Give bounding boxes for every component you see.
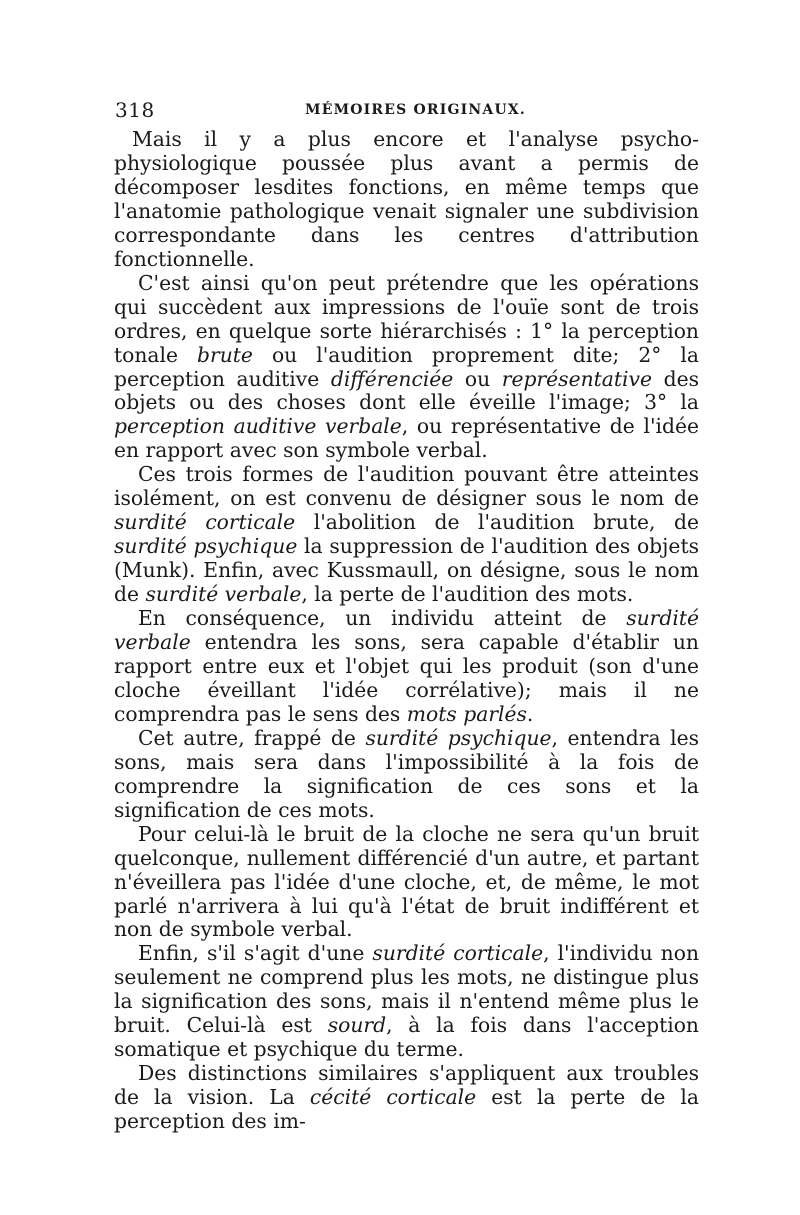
text-segment: ou l'audition proprement dite; 2° la perception auditive (114, 342, 700, 391)
italic-term-surdite-corticale: surdité corticale (372, 941, 544, 966)
paragraph-6 (114, 823, 699, 943)
text-segment: , à la fois dans l'acception somatique et psychique du terme. (114, 1013, 699, 1062)
paragraph-8 (114, 1062, 699, 1134)
text-segment: Mais il y a plus encore et l'analyse psycho-physiologique poussée plus avant a permis de décomposer lesdites fonctions, en même temps que l'anatomie pathologique venait signaler une subdivision correspondante dans les centres d'attribution fonctionnelle. (114, 127, 699, 271)
italic-term-representative: représentative (501, 366, 652, 391)
italic-term-brute: brute (197, 342, 253, 367)
text-segment: C'est ainsi qu'on peut prétendre que les opérations qui succèdent aux impressions de l'ouïe sont de trois ordres, en quelque sorte hiérarchisés : 1° la perception tonale (114, 270, 699, 367)
paragraph-7 (114, 942, 699, 1062)
text-segment: Pour celui-là le bruit de la cloche ne sera qu'un bruit quelconque, nullement différencié d'un autre, et partant n'éveillera pas l'idée d'une cloche, et, de même, le mot parlé n'arrivera à lui qu'à l'état de bruit indifférent et non de symbole verbal. (114, 821, 699, 942)
paragraph-2 (114, 272, 699, 464)
italic-term-perception-auditive-verbale: perception auditive verbale (114, 414, 402, 439)
italic-term-surdite-corticale: surdité corticale (114, 510, 296, 535)
paragraph-1 (114, 128, 699, 272)
running-head: MÉMOIRES ORIGINAUX. (305, 102, 526, 118)
text-segment: ou (453, 366, 502, 391)
text-segment: Cet autre, frappé de (138, 725, 366, 750)
italic-term-sourd: sourd (327, 1013, 387, 1038)
italic-term-differenciee: différenciée (330, 366, 454, 391)
paragraph-5 (114, 727, 699, 823)
text-segment: la suppression de l'audition des objets (Munk). Enfin, avec Kussmaull, on désigne, sous le nom de (114, 534, 699, 607)
text-segment: Enfin, s'il s'agit d'une (138, 941, 373, 966)
page-header (115, 98, 695, 124)
text-segment: est la perte de la perception des im- (114, 1085, 699, 1134)
paragraph-4 (114, 607, 699, 727)
text-segment: , l'individu non seulement ne comprend plus les mots, ne distingue plus la signification des sons, mais il n'entend même plus le bruit. Celui-là est (114, 941, 700, 1038)
text-segment: En conséquence, un individu atteint de (138, 606, 627, 631)
italic-term-surdite-psychique: surdité psychique (365, 725, 552, 750)
text-segment: des objets ou des choses dont elle éveille l'image; 3° la (114, 366, 699, 415)
text-segment: , entendra les sons, mais sera dans l'impossibilité à la fois de comprendre la signification de ces sons et la signification de ces mots. (114, 725, 699, 822)
italic-term-mots-parles: mots parlés (406, 701, 527, 726)
text-segment: , ou représentative de l'idée en rapport avec son symbole verbal. (114, 414, 700, 463)
text-segment: , la perte de l'audition des mots. (301, 582, 634, 607)
italic-term-surdite-psychique: surdité psychique (114, 534, 298, 559)
text-segment: Des distinctions similaires s'appliquent aux troubles de la vision. La (114, 1061, 699, 1110)
italic-term-cecite-corticale: cécité corticale (309, 1085, 477, 1110)
text-segment: entendra les sons, sera capable d'établir un rapport entre eux et l'objet qui les produit (son d'une cloche éveillant l'idée corrélative); mais il ne comprendra pas le sens des (114, 630, 699, 726)
text-segment: . (526, 701, 534, 726)
body-text (114, 128, 699, 1134)
text-segment: Ces trois formes de l'audition pouvant être atteintes isolément, on est convenu de désigner sous le nom de (114, 462, 699, 511)
text-segment: l'abolition de l'audition brute, de (295, 510, 699, 535)
paragraph-3 (114, 463, 699, 607)
italic-term-surdite-verbale: surdité verbale (114, 606, 699, 655)
page-number: 318 (115, 98, 155, 122)
italic-term-surdite-verbale: surdité verbale (145, 582, 302, 607)
